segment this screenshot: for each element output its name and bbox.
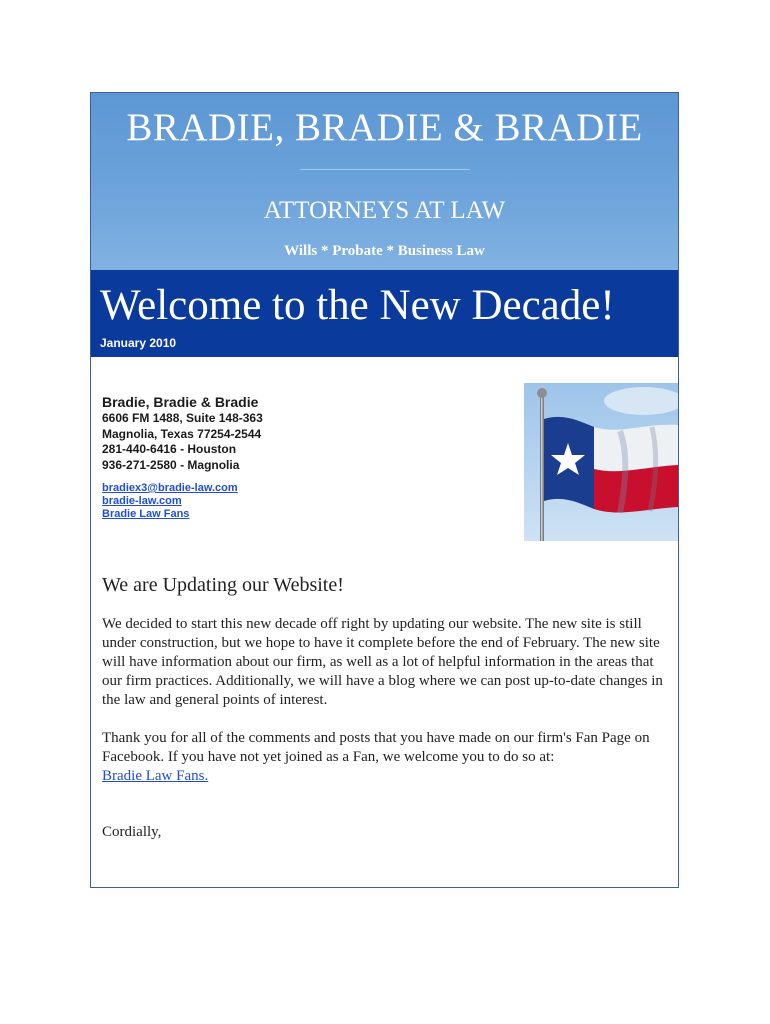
- fan-page-inline-link[interactable]: Bradie Law Fans.: [102, 768, 209, 784]
- article-heading: We are Updating our Website!: [102, 574, 344, 596]
- welcome-banner: [91, 270, 678, 357]
- article: [102, 573, 667, 842]
- contact-block: [102, 393, 263, 521]
- texas-flag-image: [524, 383, 678, 541]
- contact-links: [102, 482, 263, 521]
- website-link[interactable]: bradie-law.com: [102, 495, 182, 507]
- texas-flag-icon: [524, 383, 678, 541]
- firm-tagline: ATTORNEYS AT LAW: [263, 197, 506, 224]
- article-paragraph-2: [102, 729, 667, 786]
- contact-address-line-1: 6606 FM 1488, Suite 148-363: [102, 411, 263, 425]
- newsletter-page: [90, 92, 679, 888]
- contact-firm-name: Bradie, Bradie & Bradie: [102, 394, 259, 410]
- practice-areas: Wills * Probate * Business Law: [284, 243, 485, 259]
- firm-name: BRADIE, BRADIE & BRADIE: [126, 106, 643, 149]
- fan-page-link[interactable]: Bradie Law Fans: [102, 508, 190, 520]
- contact-phone-houston: 281-440-6416 - Houston: [102, 442, 237, 456]
- closing-salutation: Cordially,: [102, 824, 162, 840]
- email-link[interactable]: bradiex3@bradie-law.com: [102, 482, 238, 494]
- contact-address-line-2: Magnolia, Texas 77254-2544: [102, 426, 262, 441]
- issue-date: January 2010: [100, 336, 177, 350]
- article-paragraph-1: We decided to start this new decade off right by updating our website. The new site is still under construction, but we hope to have it complete before the end of February. The new site will have information about our firm, as well as a lot of helpful information in the areas that our firm practices. Additionally, we will have a blog where we can post up-to-date changes in the law and general points of interest.: [102, 616, 663, 708]
- banner-title: Welcome to the New Decade!: [100, 282, 615, 329]
- article-paragraph-2-text: Thank you for all of the comments and posts that you have made on our firm's Fan Page on Facebook. If you have not yet joined as a Fan, we welcome you to do so at:: [102, 730, 650, 765]
- masthead-divider: [300, 169, 470, 170]
- contact-phone-magnolia: 936-271-2580 - Magnolia: [102, 457, 240, 472]
- masthead: [91, 93, 678, 270]
